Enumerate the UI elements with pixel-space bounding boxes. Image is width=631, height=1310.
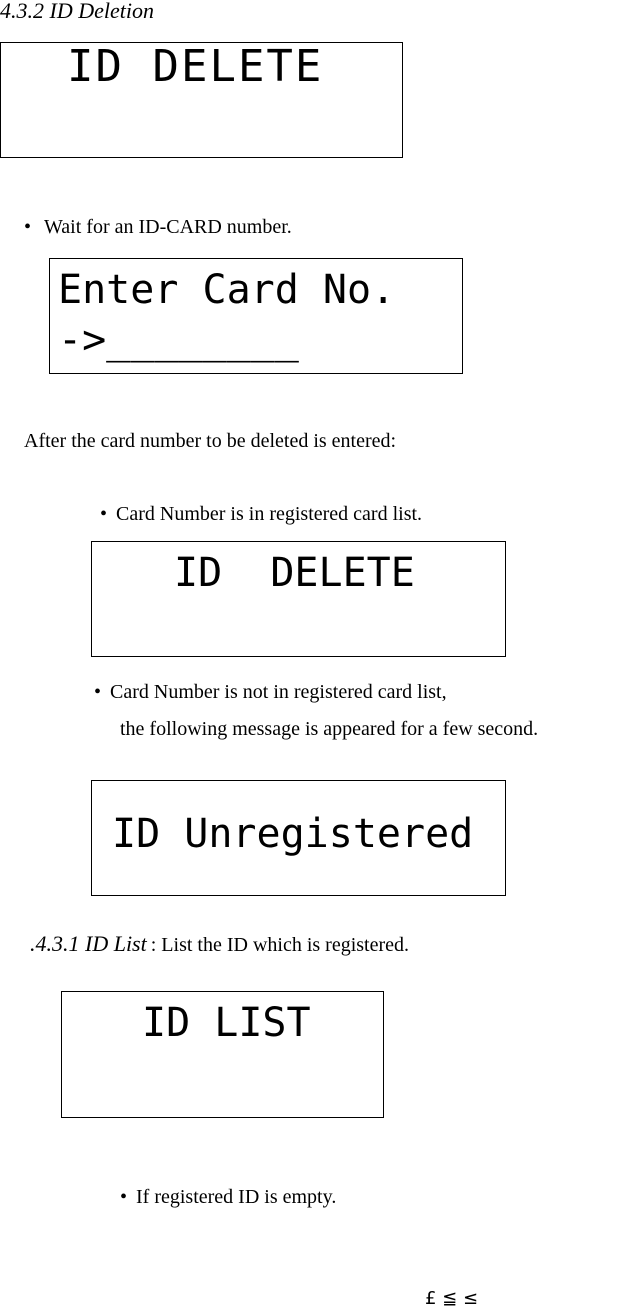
lcd-text-enter-card: Enter Card No. [58, 267, 396, 313]
lcd-text-id-list: ID LIST [142, 1000, 311, 1046]
after-entered-text: After the card number to be deleted is entered: [24, 430, 397, 452]
lcd-text-id-delete-2: ID DELETE [174, 550, 415, 596]
case-registered-text: Card Number is in registered card list. [116, 503, 423, 525]
lcd-screen-id-delete [0, 42, 403, 158]
case-registered [100, 503, 422, 526]
step-wait-card [24, 216, 292, 239]
lcd-screen-id-list [61, 991, 384, 1118]
section-heading-id-list [30, 931, 409, 957]
bullet-icon: • [94, 681, 102, 703]
lcd-text-id-unregistered: ID Unregistered [112, 811, 474, 857]
case-not-registered [94, 681, 447, 704]
lcd-screen-enter-card [49, 258, 463, 374]
lcd-screen-id-delete-2 [91, 541, 506, 657]
section-heading-id-deletion: 4.3.2 ID Deletion [0, 0, 154, 23]
lcd-text-card-prompt: ->________ [58, 317, 299, 363]
heading-id-list-desc: : List the ID which is registered. [150, 934, 410, 956]
heading-id-list-title: .4.3.1 ID List [30, 931, 147, 956]
case-empty [120, 1186, 336, 1209]
step-wait-text: Wait for an ID-CARD number. [44, 216, 292, 238]
lcd-text-id-delete: ID DELETE [67, 41, 324, 92]
case-empty-text: If registered ID is empty. [136, 1186, 337, 1208]
bullet-icon: • [24, 216, 32, 238]
bullet-icon: • [100, 503, 108, 525]
lcd-screen-id-unregistered [91, 780, 506, 896]
bullet-icon: • [120, 1186, 128, 1208]
case-not-registered-text-2: the following message is appeared for a few second. [120, 718, 539, 740]
case-not-registered-text-1: Card Number is not in registered card list, [110, 681, 447, 703]
footer-glyphs: £ ≦ ≤ [425, 1288, 479, 1309]
